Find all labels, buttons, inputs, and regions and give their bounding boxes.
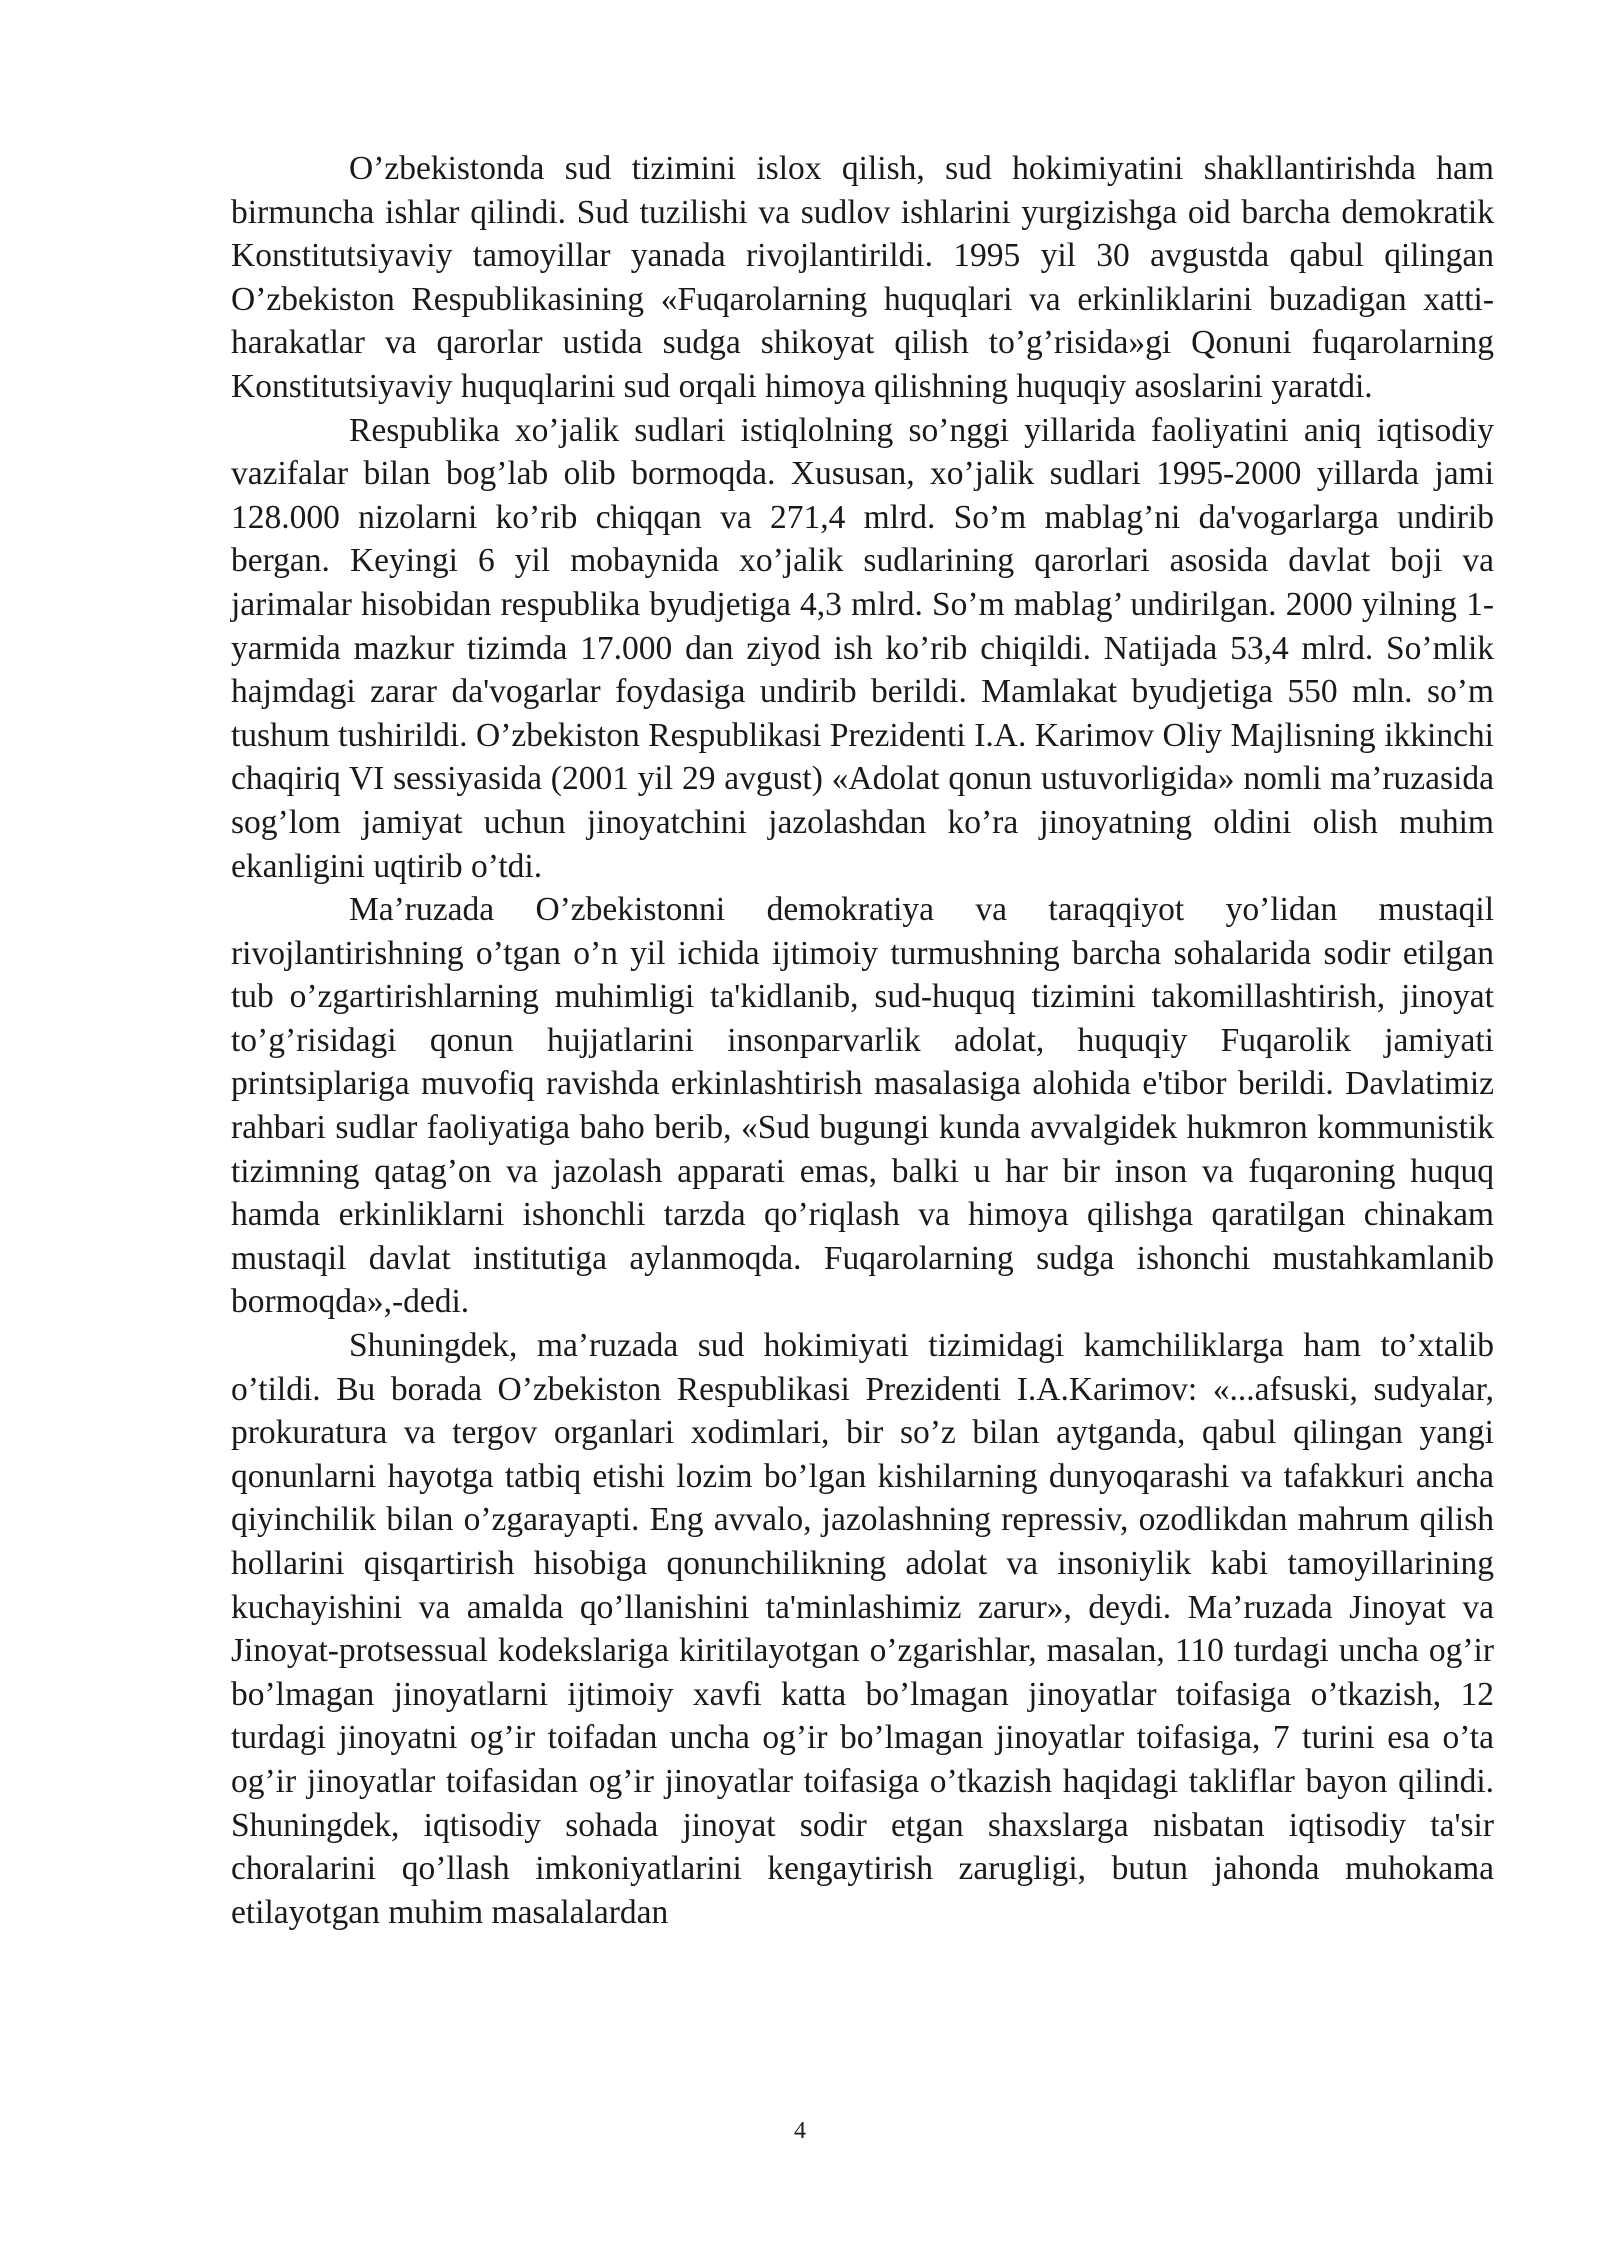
paragraph-4: Shuningdek, ma’ruzada sud hokimiyati tizimidagi kamchiliklarga ham to’xtalib o’tildi. Bu borada O’zbekiston Respublikasi Prezidenti I.A.Karimov: «...afsuski, sudyalar, prokuratura va tergov organlari xodimlari, bir so’z bilan aytganda, qabul qilingan yangi qonunlarni hayotga tatbiq etishi lozim bo’lgan kishilarning dunyoqarashi va tafakkuri ancha qiyinchilik bilan o’zgarayapti. Eng avvalo, jazolashning repressiv, ozodlikdan mahrum qilish hollarini qisqartirish hisobiga qonunchilikning adolat va insoniylik kabi tamoyillarining kuchayishini va amalda qo’llanishini ta'minlashimiz zarur», deydi. Ma’ruzada Jinoyat va Jinoyat-protsessual kodekslariga kiritilayotgan o’zgarishlar, masalan, 110 turdagi uncha og’ir bo’lmagan jinoyatlarni ijtimoiy xavfi katta bo’lmagan jinoyatlar toifasiga o’tkazish, 12 turdagi jinoyatni og’ir toifadan uncha og’ir bo’lmagan jinoyatlar toifasiga, 7 turini esa o’ta og’ir jinoyatlar toifasidan og’ir jinoyatlar toifasiga o’tkazish haqidagi takliflar bayon qilindi. Shuningdek, iqtisodiy sohada jinoyat sodir etgan shaxslarga nisbatan iqtisodiy ta'sir choralarini qo’llash imkoniyatlarini kengaytirish zarugligi, butun jahonda muhokama etilayotgan muhim masalalardan xyxy=(231,1327,1494,1931)
paragraph-1: O’zbekistonda sud tizimini islox qilish, sud hokimiyatini shakllantirishda ham birmuncha ishlar qilindi. Sud tuzilishi va sudlov ishlarini yurgizishga oid barcha demokratik Konstitutsiyaviy tamoyillar yanada rivojlantirildi. 1995 yil 30 avgustda qabul qilingan O’zbekiston Respublikasining «Fuqarolarning huquqlari va erkinliklarini buzadigan xatti-harakatlar va qarorlar ustida sudga shikoyat qilish to’g’risida»gi Qonuni fuqarolarning Konstitutsiyaviy huquqlarini sud orqali himoya qilishning huquqiy asoslarini yaratdi. xyxy=(231,150,1494,405)
body-text xyxy=(231,147,1494,1934)
page-number: 4 xyxy=(794,2118,806,2144)
paragraph-2: Respublika xo’jalik sudlari istiqlolning so’nggi yillarida faoliyatini aniq iqtisodiy vazifalar bilan bog’lab olib bormoqda. Xususan, xo’jalik sudlari 1995-2000 yillarda jami 128.000 nizolarni ko’rib chiqqan va 271,4 mlrd. So’m mablag’ni da'vogarlarga undirib bergan. Keyingi 6 yil mobaynida xo’jalik sudlarining qarorlari asosida davlat boji va jarimalar hisobidan respublika byudjetiga 4,3 mlrd. So’m mablag’ undirilgan. 2000 yilning 1-yarmida mazkur tizimda 17.000 dan ziyod ish ko’rib chiqildi. Natijada 53,4 mlrd. So’mlik hajmdagi zarar da'vogarlar foydasiga undirib berildi. Mamlakat byudjetiga 550 mln. so’m tushum tushirildi. O’zbekiston Respublikasi Prezidenti I.A. Karimov Oliy Majlisning ikkinchi chaqiriq VI sessiyasida (2001 yil 29 avgust) «Adolat qonun ustuvorligida» nomli ma’ruzasida sog’lom jamiyat uchun jinoyatchini jazolashdan ko’ra jinoyatning oldini olish muhim ekanligini uqtirib o’tdi. xyxy=(231,411,1494,885)
paragraph-3: Ma’ruzada O’zbekistonni demokratiya va taraqqiyot yo’lidan mustaqil rivojlantirishning o’tgan o’n yil ichida ijtimoiy turmushning barcha sohalarida sodir etilgan tub o’zgartirishlarning muhimligi ta'kidlanib, sud-huquq tizimini takomillashtirish, jinoyat to’g’risidagi qonun hujjatlarini insonparvarlik adolat, huquqiy Fuqarolik jamiyati printsiplariga muvofiq ravishda erkinlashtirish masalasiga alohida e'tibor berildi. Davlatimiz rahbari sudlar faoliyatiga baho berib, «Sud bugungi kunda avvalgidek hukmron kommunistik tizimning qatag’on va jazolash apparati emas, balki u har bir inson va fuqaroning huquq hamda erkinliklarni ishonchli tarzda qo’riqlash va himoya qilishga qaratilgan chinakam mustaqil davlat institutiga aylanmoqda. Fuqarolarning sudga ishonchi mustahkamlanib bormoqda»,-dedi. xyxy=(231,891,1494,1321)
